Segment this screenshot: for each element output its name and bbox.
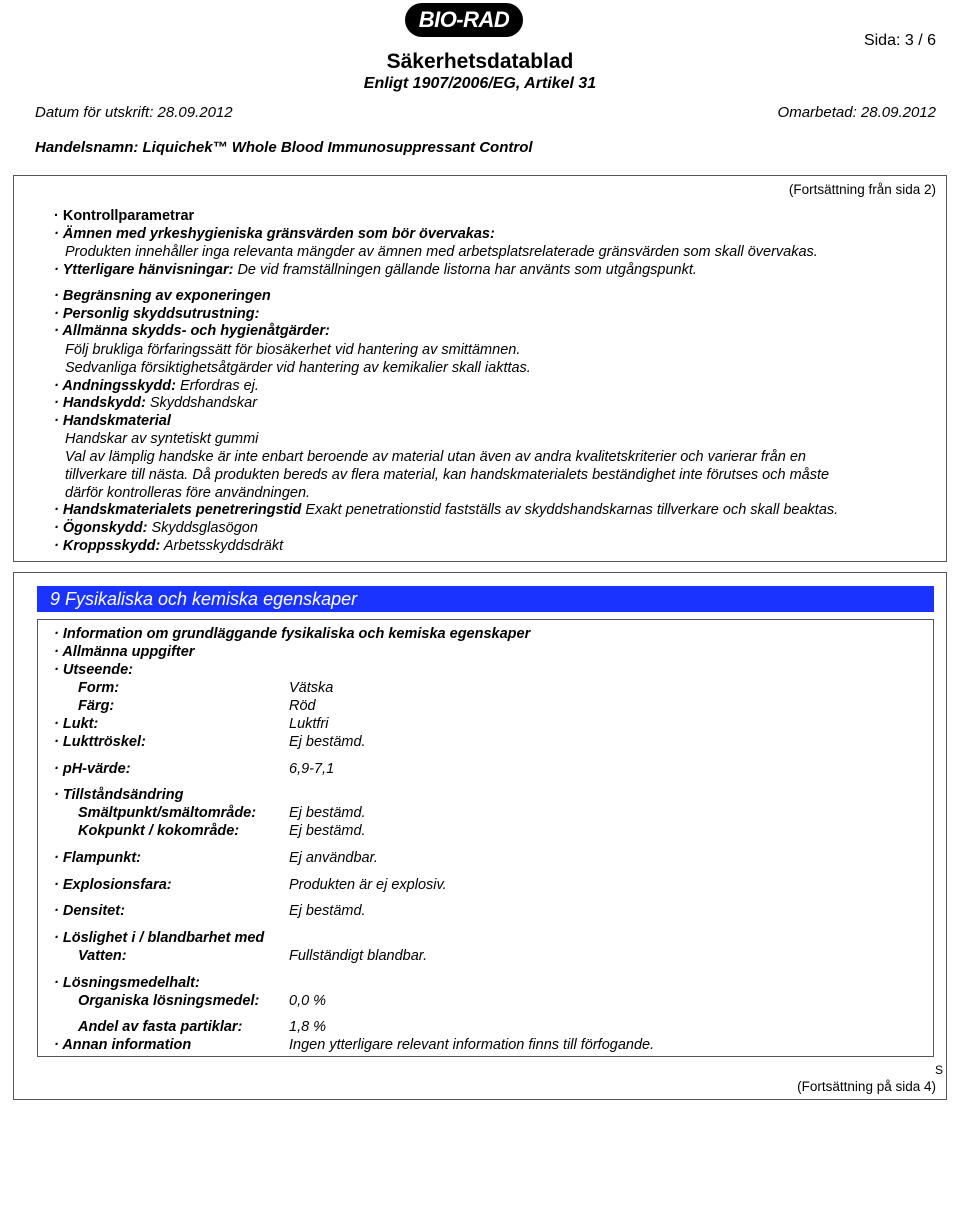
corner-mark: S <box>935 1063 944 1077</box>
general-measure-1: Följ brukliga förfaringssätt för biosäkerhet vid hantering av smittämnen. <box>65 342 521 358</box>
explosion-value: Produkten är ej explosiv. <box>289 877 447 893</box>
ph-label: · pH-värde: <box>54 761 131 777</box>
flash-value: Ej användbar. <box>289 850 378 866</box>
density-label: · Densitet: <box>54 903 125 919</box>
respiratory-label: · Andningsskydd: <box>54 378 176 394</box>
revised-date: Omarbetad: 28.09.2012 <box>777 104 936 121</box>
form-label: Form: <box>78 680 120 696</box>
substances-heading: · Ämnen med yrkeshygieniska gränsvärden som bör övervakas: <box>54 226 495 242</box>
color-value: Röd <box>289 698 316 714</box>
ppe-heading: · Personlig skyddsutrustning: <box>54 306 260 322</box>
page-number: Sida: 3 / 6 <box>863 32 936 49</box>
odor-threshold-label: · Lukttröskel: <box>54 734 146 750</box>
respiratory-value: Erfordras ej. <box>179 378 259 394</box>
penetration-time <box>54 501 838 519</box>
flash-label: · Flampunkt: <box>54 850 141 866</box>
body-label: · Kroppsskydd: <box>54 538 161 554</box>
further-references <box>54 261 697 279</box>
melting-value: Ej bestämd. <box>289 805 366 821</box>
glove-text-3: därför kontrolleras före användningen. <box>65 485 311 501</box>
hand-protection <box>54 394 257 412</box>
water-value: Fullständigt blandbar. <box>289 948 428 964</box>
section-9-heading: 9 Fysikaliska och kemiska egenskaper <box>37 586 934 612</box>
info-basic: · Information om grundläggande fysikaliska och kemiska egenskaper <box>54 626 531 642</box>
body-value: Arbetsskyddsdräkt <box>163 538 284 554</box>
hand-label: · Handskydd: <box>54 395 146 411</box>
glove-text-2: tillverkare till nästa. Då produkten bereds av flera material, kan handskmaterialets beständighet inte förutses och måste <box>65 467 830 483</box>
eye-protection <box>54 519 258 537</box>
ph-value: 6,9-7,1 <box>289 761 335 777</box>
continued-from: (Fortsättning från sida 2) <box>788 182 936 197</box>
color-label: Färg: <box>78 698 115 714</box>
trade-name: Handelsnamn: Liquichek™ Whole Blood Immunosuppressant Control <box>35 139 533 156</box>
odor-value: Luktfri <box>289 716 329 732</box>
logo-text: BIO-RAD <box>418 7 510 32</box>
glove-material-value: Handskar av syntetiskt gummi <box>65 431 259 447</box>
appearance: · Utseende: <box>54 662 133 678</box>
eye-value: Skyddsglasögon <box>151 520 258 536</box>
substances-text: Produkten innehåller inga relevanta mängder av ämnen med arbetsplatsrelaterade gränsvärden som skall övervakas. <box>65 244 818 260</box>
penetration-label: · Handskmaterialets penetreringstid <box>54 502 302 518</box>
solvent-label: · Lösningsmedelhalt: <box>54 975 200 991</box>
density-value: Ej bestämd. <box>289 903 366 919</box>
organic-label: Organiska lösningsmedel: <box>78 993 260 1009</box>
respiratory-protection <box>54 377 259 395</box>
organic-value: 0,0 % <box>289 993 327 1009</box>
penetration-value: Exakt penetrationstid fastställs av skyddshandskarnas tillverkare och skall beaktas. <box>305 502 839 518</box>
solids-label: Andel av fasta partiklar: <box>78 1019 243 1035</box>
control-params: · Kontrollparametrar <box>54 208 195 224</box>
explosion-label: · Explosionsfara: <box>54 877 172 893</box>
further-text: De vid framställningen gällande listorna har använts som utgångspunkt. <box>237 262 697 278</box>
solids-value: 1,8 % <box>289 1019 327 1035</box>
general-measures-heading: · Allmänna skydds- och hygienåtgärder: <box>54 323 330 339</box>
bio-rad-logo <box>405 3 523 37</box>
boiling-label: Kokpunkt / kokområde: <box>78 823 240 839</box>
general-measure-2: Sedvanliga försiktighetsåtgärder vid hantering av kemikalier skall iakttas. <box>65 360 531 376</box>
glove-text-1: Val av lämplig handske är inte enbart beroende av material utan även av andra kvalitetskriterier och varierar från en <box>65 449 806 465</box>
other-info-value: Ingen ytterligare relevant information finns till förfogande. <box>289 1037 655 1053</box>
hand-value: Skyddshandskar <box>149 395 258 411</box>
odor-threshold-value: Ej bestämd. <box>289 734 366 750</box>
body-protection <box>54 537 283 555</box>
solubility-label: · Löslighet i / blandbarhet med <box>54 930 265 946</box>
glove-material-heading: · Handskmaterial <box>54 413 171 429</box>
further-label: · Ytterligare hänvisningar: <box>54 262 234 278</box>
exposure-limit: · Begränsning av exponeringen <box>54 288 271 304</box>
continued-to: (Fortsättning på sida 4) <box>797 1079 936 1094</box>
water-label: Vatten: <box>78 948 127 964</box>
boiling-value: Ej bestämd. <box>289 823 366 839</box>
document-title: Säkerhetsdatablad <box>386 50 574 73</box>
document-subtitle: Enligt 1907/2006/EG, Artikel 31 <box>363 75 597 92</box>
odor-label: · Lukt: <box>54 716 99 732</box>
eye-label: · Ögonskydd: <box>54 520 148 536</box>
print-date: Datum för utskrift: 28.09.2012 <box>35 104 233 121</box>
melting-label: Smältpunkt/smältområde: <box>78 805 257 821</box>
other-info-label: · Annan information <box>54 1037 192 1053</box>
general-info: · Allmänna uppgifter <box>54 644 195 660</box>
state-change: · Tillståndsändring <box>54 787 184 803</box>
form-value: Vätska <box>289 680 334 696</box>
